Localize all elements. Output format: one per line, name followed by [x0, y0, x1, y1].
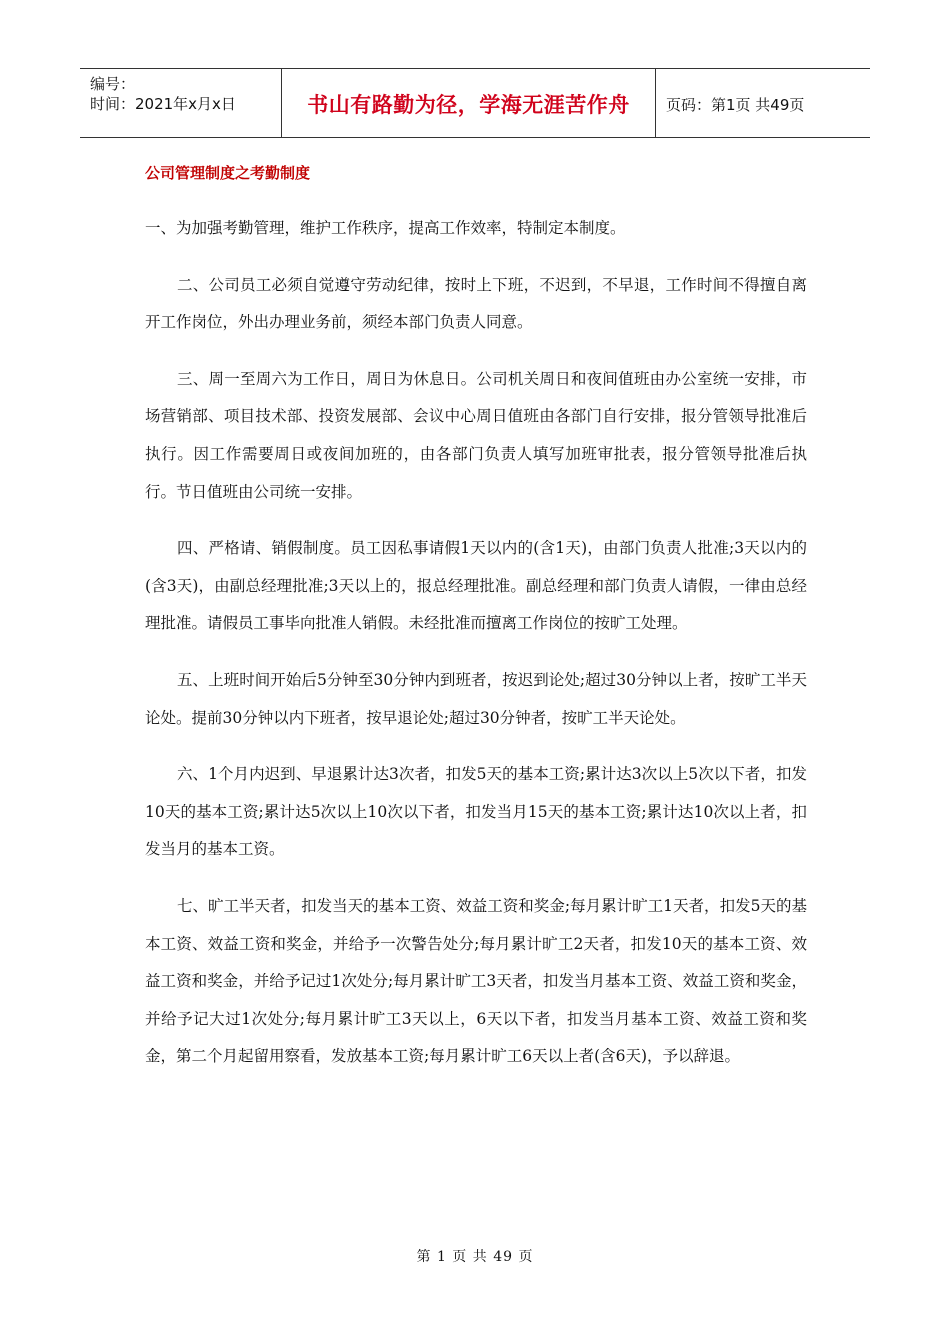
paragraph-5: 五、上班时间开始后5分钟至30分钟内到班者，按迟到论处;超过30分钟以上者，按旷工半天论处。提前30分钟以内下班者，按早退论处;超过30分钟者，按旷工半天论处。 — [145, 670, 807, 727]
paragraph-6: 六、1个月内迟到、早退累计达3次者，扣发5天的基本工资;累计达3次以上5次以下者，扣发10天的基本工资;累计达5次以上10次以下者，扣发当月15天的基本工资;累计达10次以上者，扣发当月的基本工资。 — [145, 765, 807, 859]
document-time-label: 时间：2021年x月x日 — [90, 95, 236, 113]
document-body — [145, 210, 807, 1095]
document-title: 公司管理制度之考勤制度 — [145, 164, 311, 182]
header-page-code: 页码：第1页 共49页 — [666, 96, 805, 114]
page-footer: 第 1 页 共 49 页 — [416, 1249, 534, 1265]
header-info-cell — [80, 69, 282, 137]
paragraph-3: 三、周一至周六为工作日，周日为休息日。公司机关周日和夜间值班由办公室统一安排，市场营销部、项目技术部、投资发展部、会议中心周日值班由各部门自行安排，报分管领导批准后执行。因工作需要周日或夜间加班的，由各部门负责人填写加班审批表，报分管领导批准后执行。节日值班由公司统一安排。 — [145, 369, 807, 501]
paragraph-1: 一、为加强考勤管理，维护工作秩序，提高工作效率，特制定本制度。 — [145, 219, 626, 237]
paragraph-7: 七、旷工半天者，扣发当天的基本工资、效益工资和奖金;每月累计旷工1天者，扣发5天的基本工资、效益工资和奖金，并给予一次警告处分;每月累计旷工2天者，扣发10天的基本工资、效益工资和奖金，并给予记过1次处分;每月累计旷工3天者，扣发当月基本工资、效益工资和奖金，并给予记大过1次处分;每月累计旷工3天以上，6天以下者，扣发当月基本工资、效益工资和奖金，第二个月起留用察看，发放基本工资;每月累计旷工6天以上者(含6天)，予以辞退。 — [145, 896, 807, 1066]
paragraph-4: 四、严格请、销假制度。员工因私事请假1天以内的(含1天)，由部门负责人批准;3天以内的(含3天)，由副总经理批准;3天以上的，报总经理批准。副总经理和部门负责人请假，一律由总经理批准。请假员工事毕向批准人销假。未经批准而擅离工作岗位的按旷工处理。 — [145, 539, 807, 633]
document-number-label: 编号： — [90, 75, 136, 93]
header-motto-cell — [282, 69, 656, 137]
paragraph-2: 二、公司员工必须自觉遵守劳动纪律，按时上下班，不迟到，不早退，工作时间不得擅自离开工作岗位，外出办理业务前，须经本部门负责人同意。 — [145, 275, 807, 332]
header-motto: 书山有路勤为径，学海无涯苦作舟 — [307, 93, 630, 117]
header-page-cell — [656, 69, 870, 137]
page-header — [80, 68, 870, 138]
